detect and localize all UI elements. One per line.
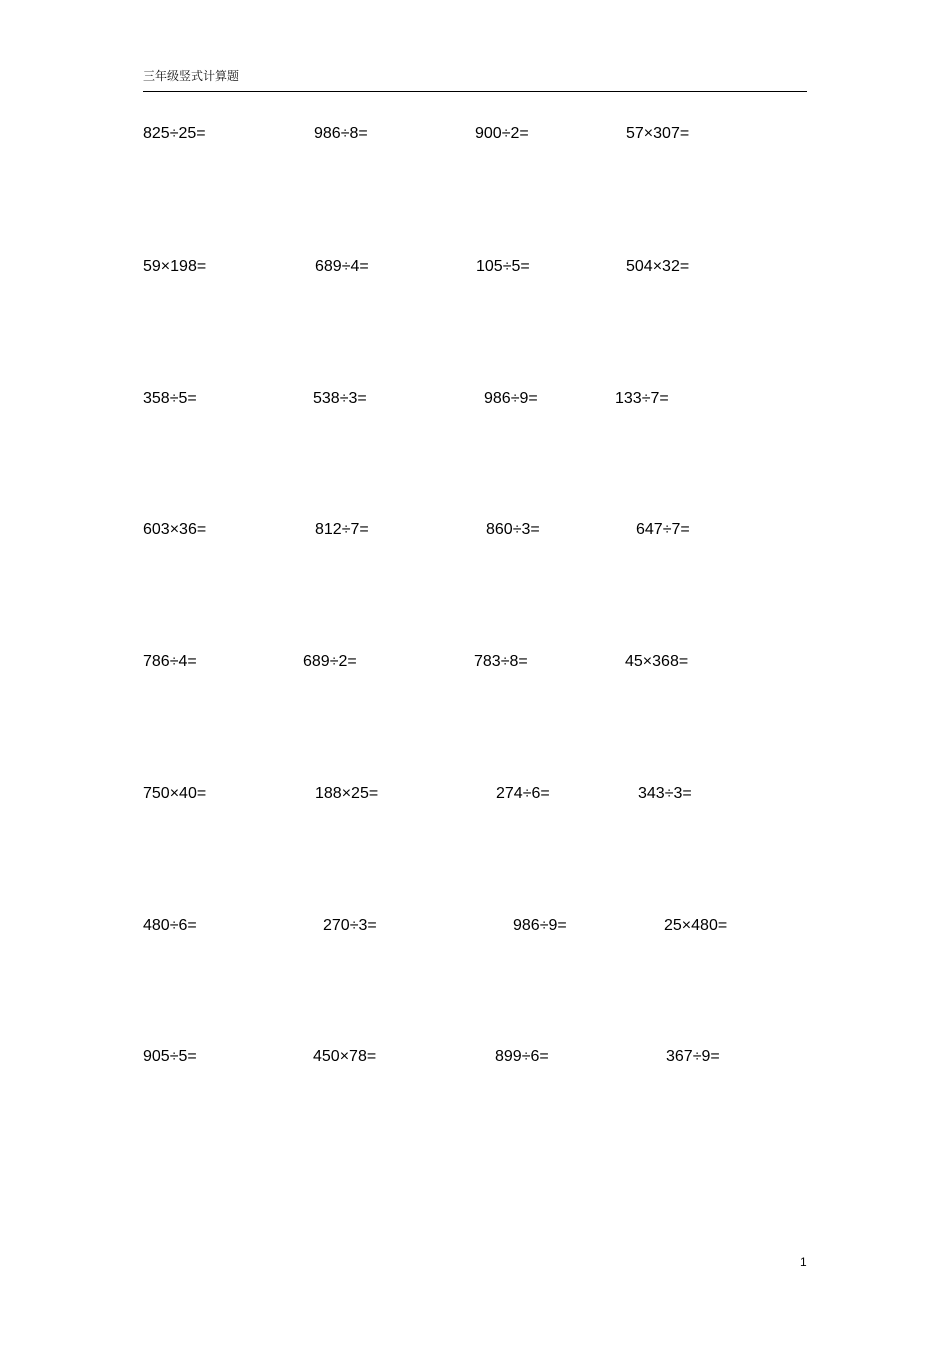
problem: 689÷4= [315, 258, 369, 275]
problem: 986÷9= [513, 917, 567, 934]
header-title: 三年级竖式计算题 [143, 69, 240, 83]
problem: 270÷3= [323, 917, 377, 934]
problem: 825÷25= [143, 125, 206, 142]
problem: 274÷6= [496, 785, 550, 802]
problem: 900÷2= [475, 125, 529, 142]
problem: 25×480= [664, 917, 728, 934]
problem: 783÷8= [474, 653, 528, 670]
problem: 367÷9= [666, 1048, 720, 1065]
problem: 105÷5= [476, 258, 530, 275]
problem: 538÷3= [313, 390, 367, 407]
problem: 358÷5= [143, 390, 197, 407]
problem: 986÷8= [314, 125, 368, 142]
problem: 860÷3= [486, 521, 540, 538]
problem: 812÷7= [315, 521, 369, 538]
problem: 786÷4= [143, 653, 197, 670]
problem: 450×78= [313, 1048, 377, 1065]
problem: 188×25= [315, 785, 379, 802]
problem: 603×36= [143, 521, 207, 538]
problem: 480÷6= [143, 917, 197, 934]
problem: 647÷7= [636, 521, 690, 538]
problem: 689÷2= [303, 653, 357, 670]
problem: 750×40= [143, 785, 207, 802]
problem: 986÷9= [484, 390, 538, 407]
problem: 59×198= [143, 258, 207, 275]
header-divider [143, 91, 807, 92]
problem: 504×32= [626, 258, 690, 275]
problem: 133÷7= [615, 390, 669, 407]
problem: 899÷6= [495, 1048, 549, 1065]
problem: 57×307= [626, 125, 690, 142]
problem: 905÷5= [143, 1048, 197, 1065]
problem: 45×368= [625, 653, 689, 670]
page-number: 1 [800, 1255, 807, 1269]
problem: 343÷3= [638, 785, 692, 802]
